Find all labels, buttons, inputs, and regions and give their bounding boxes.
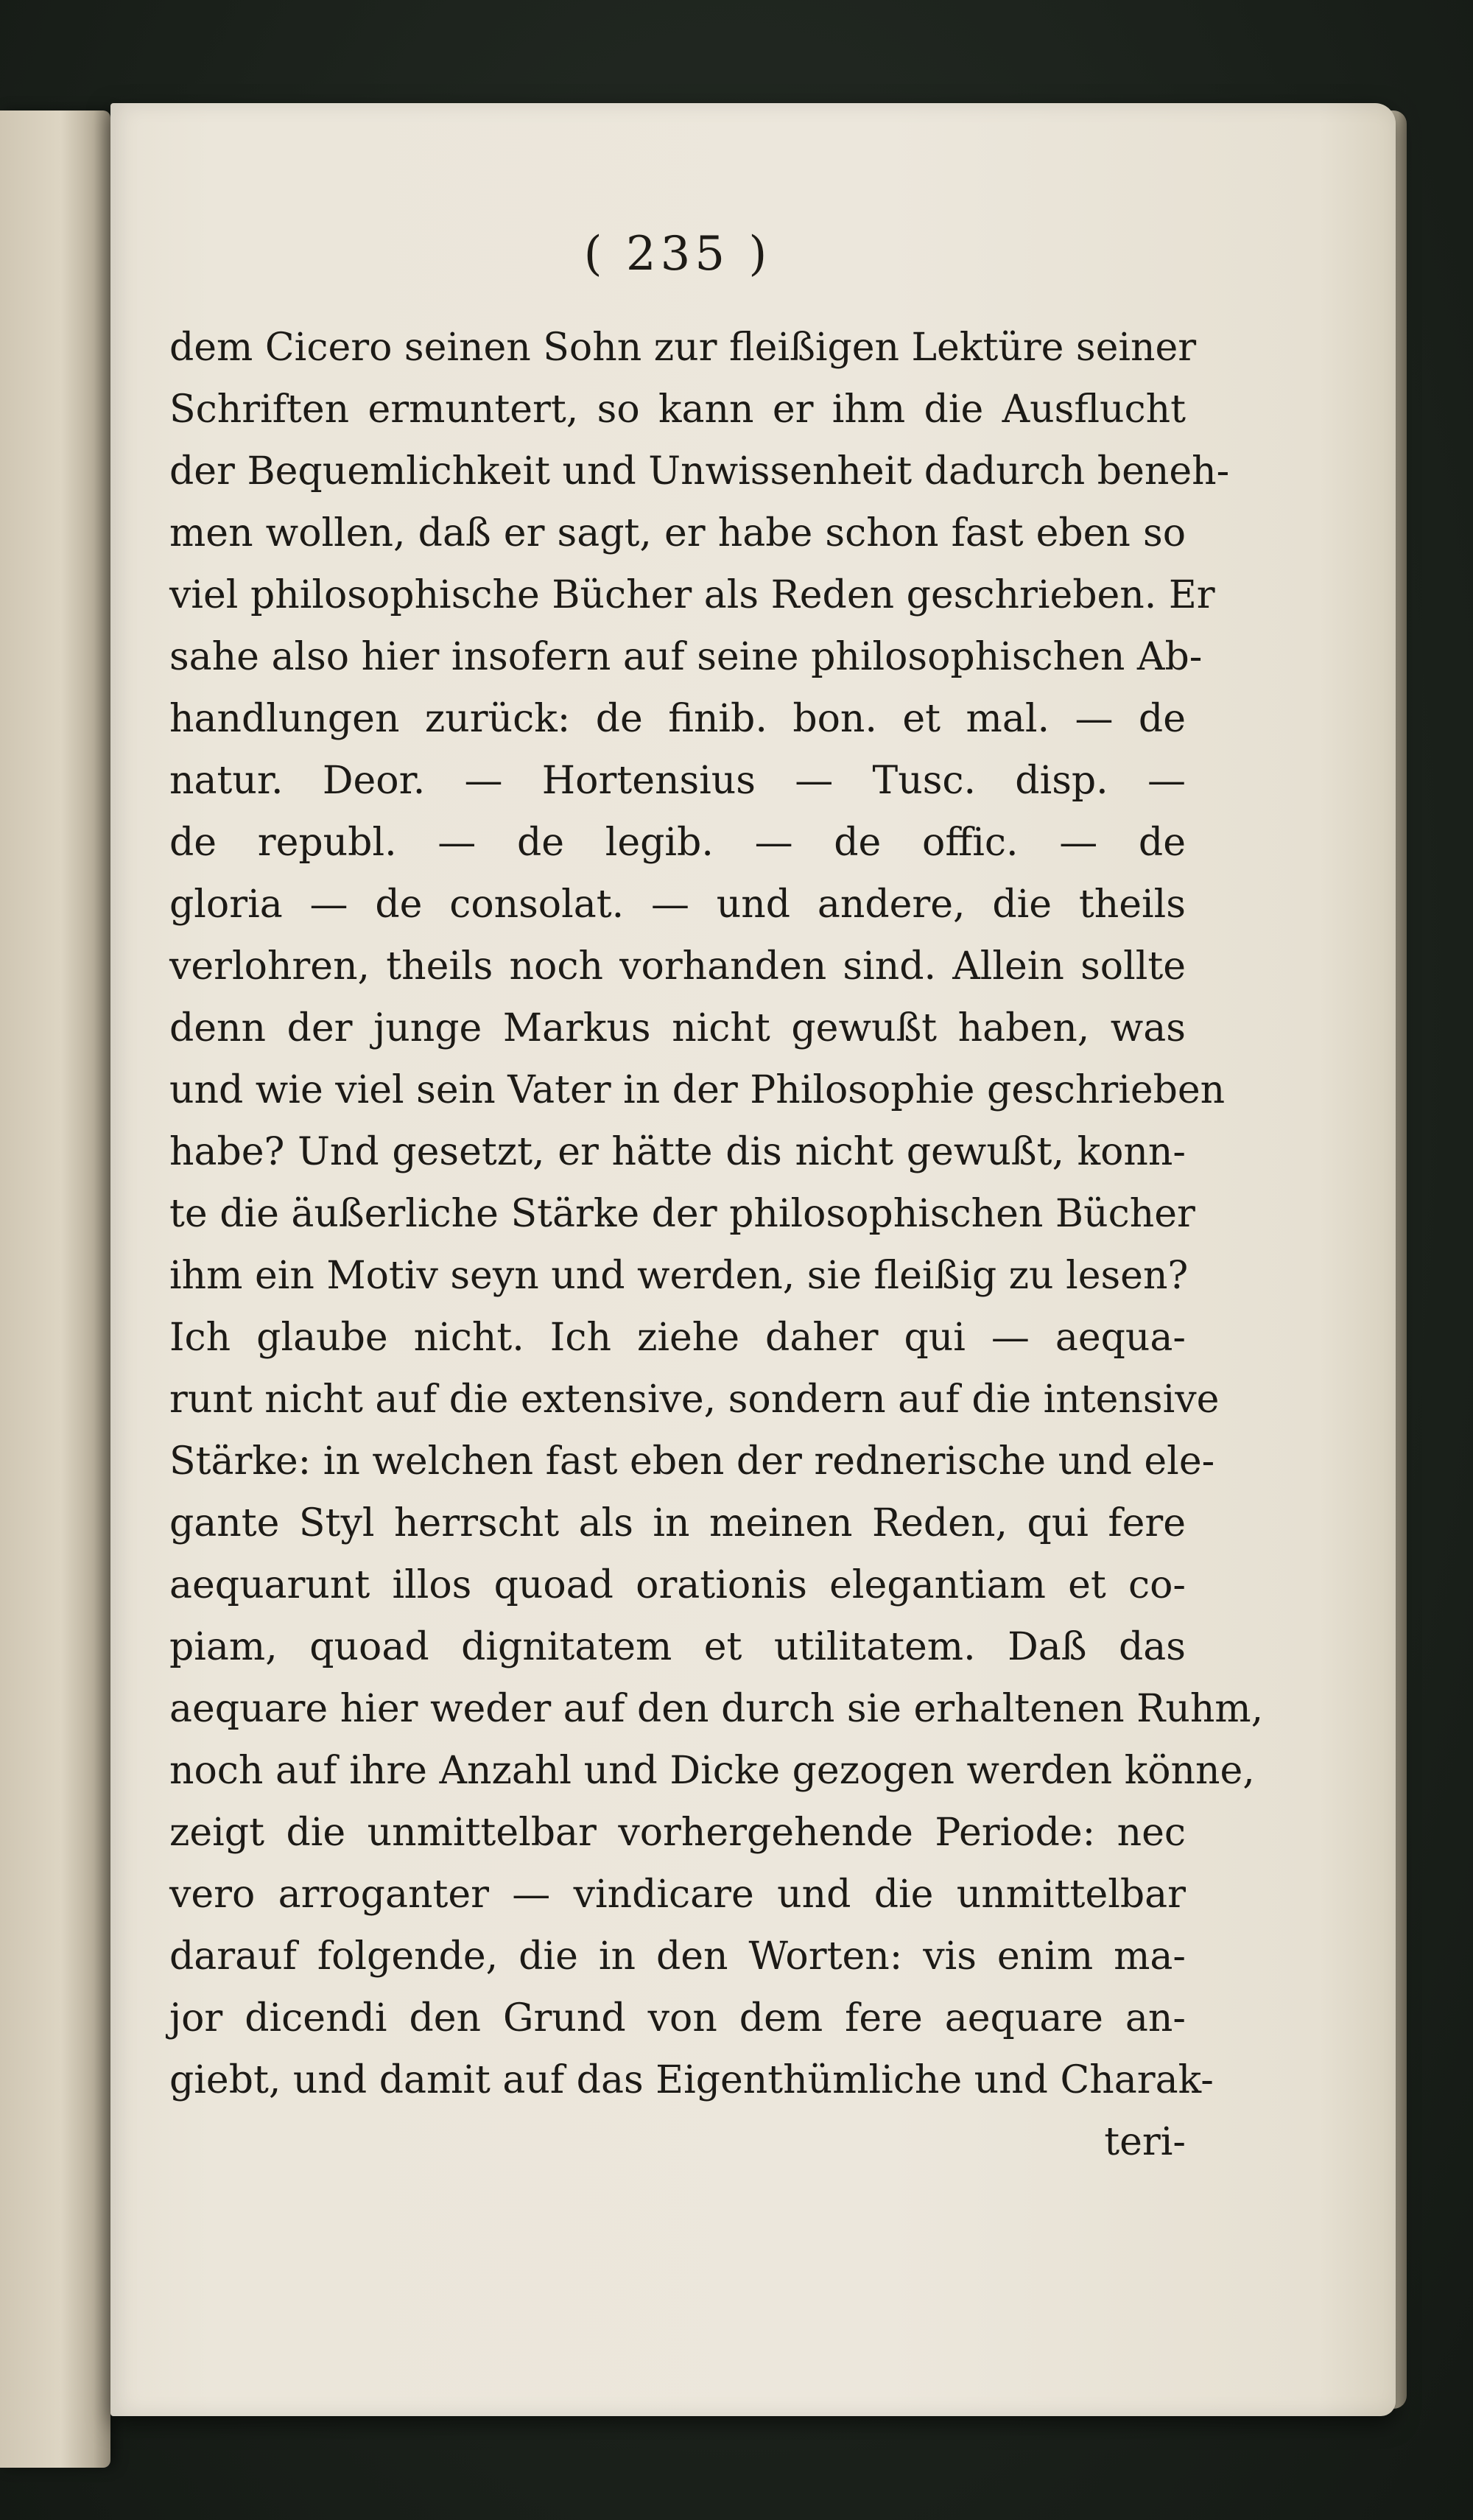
text-line: jor dicendi den Grund von dem fere aequare an-	[169, 1996, 1186, 2040]
text-line: aequare hier weder auf den durch sie erhaltenen Ruhm,	[169, 1687, 1264, 1731]
text-line: verlohren, theils noch vorhanden sind. Allein sollte	[169, 944, 1186, 989]
text-line: zeigt die unmittelbar vorhergehende Periode: nec	[169, 1811, 1186, 1855]
text-line: de republ. — de legib. — de offic. — de	[169, 821, 1186, 865]
text-line: gloria — de consolat. — und andere, die theils	[169, 882, 1186, 927]
text-line: habe? Und gesetzt, er hätte dis nicht gewußt, konn-	[169, 1130, 1186, 1174]
text-line: sahe also hier insofern auf seine philosophischen Ab-	[169, 635, 1203, 679]
text-line: darauf folgende, die in den Worten: vis enim ma-	[169, 1934, 1186, 1979]
text-line: denn der junge Markus nicht gewußt haben, was	[169, 1006, 1186, 1050]
text-line: Ich glaube nicht. Ich ziehe daher qui — aequa-	[169, 1316, 1186, 1360]
text-line: men wollen, daß er sagt, er habe schon fast eben so	[169, 511, 1186, 555]
text-line: noch auf ihre Anzahl und Dicke gezogen werden könne,	[169, 1749, 1255, 1793]
text-line: der Bequemlichkeit und Unwissenheit dadurch beneh-	[169, 449, 1230, 494]
text-line: giebt, und damit auf das Eigenthümliche und Charak-	[169, 2058, 1214, 2102]
text-line: runt nicht auf die extensive, sondern auf die intensive	[169, 1377, 1220, 1422]
text-line: viel philosophische Bücher als Reden geschrieben. Er	[169, 573, 1215, 617]
text-line: dem Cicero seinen Sohn zur fleißigen Lektüre seiner	[169, 326, 1197, 370]
text-line: vero arroganter — vindicare und die unmittelbar	[169, 1873, 1186, 1917]
text-line: Schriften ermuntert, so kann er ihm die Ausflucht	[169, 387, 1186, 432]
text-line: handlungen zurück: de finib. bon. et mal. — de	[169, 697, 1186, 741]
left-page-edge	[0, 110, 110, 2468]
text-line: und wie viel sein Vater in der Philosophie geschrieben	[169, 1068, 1226, 1112]
text-line: gante Styl herrscht als in meinen Reden, qui fere	[169, 1501, 1186, 1545]
text-line: ihm ein Motiv seyn und werden, sie fleißig zu lesen?	[169, 1254, 1189, 1298]
text-line: aequarunt illos quoad orationis elegantiam et co-	[169, 1563, 1186, 1607]
text-line: piam, quoad dignitatem et utilitatem. Daß das	[169, 1625, 1186, 1669]
catchword: teri-	[1104, 2120, 1186, 2164]
page-number-header: ( 235 )	[583, 227, 772, 281]
text-line: natur. Deor. — Hortensius — Tusc. disp. —	[169, 759, 1186, 803]
text-line: te die äußerliche Stärke der philosophischen Bücher	[169, 1192, 1195, 1236]
text-line: Stärke: in welchen fast eben der rednerische und ele-	[169, 1439, 1215, 1484]
